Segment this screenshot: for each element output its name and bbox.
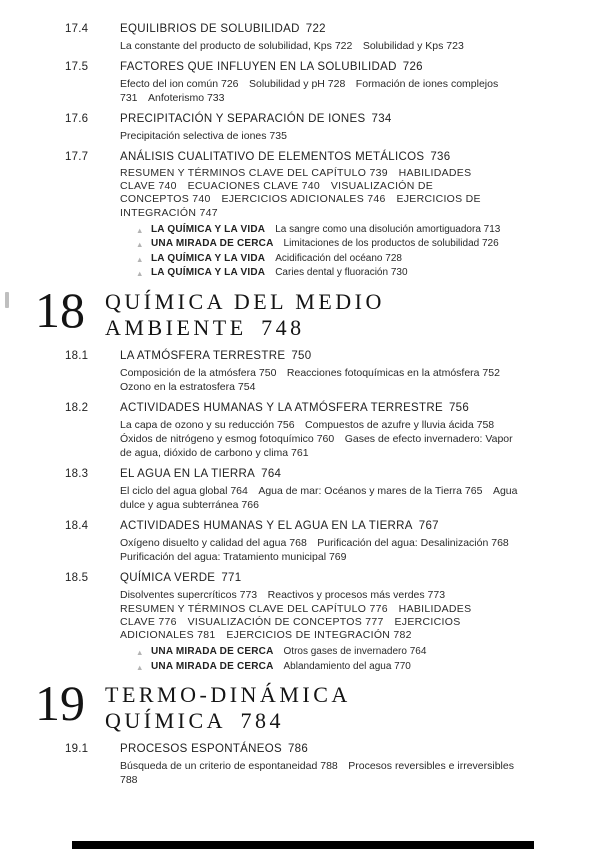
feature-text: Caries dental y fluoración 730 xyxy=(275,267,408,279)
scan-edge-artifact xyxy=(5,292,9,308)
section-number: 19.1 xyxy=(65,743,89,756)
section-body xyxy=(120,742,532,787)
section-body xyxy=(120,60,532,105)
toc-section xyxy=(65,519,540,564)
feature-label: LA QUÍMICA Y LA VIDA xyxy=(151,223,266,235)
toc-section xyxy=(65,112,540,143)
section-detail: Precipitación selectiva de iones 735 xyxy=(120,130,287,142)
chapter-number: 19 xyxy=(35,675,85,732)
chapter-title-line: QUÍMICA DEL MEDIO xyxy=(105,288,385,314)
toc-section xyxy=(65,401,540,460)
section-number: 18.2 xyxy=(65,401,89,414)
feature-label: LA QUÍMICA Y LA VIDA xyxy=(151,267,266,279)
toc-section xyxy=(65,60,540,105)
section-number: 18.4 xyxy=(65,519,89,532)
toc-content xyxy=(35,22,540,794)
section-title: EL AGUA EN LA TIERRA 764 xyxy=(120,467,282,480)
feature-text: Otros gases de invernadero 764 xyxy=(283,646,427,658)
section-title: ACTIVIDADES HUMANAS Y LA ATMÓSFERA TERRESTRE 756 xyxy=(120,401,470,414)
feature-label: UNA MIRADA DE CERCA xyxy=(151,238,274,250)
section-body xyxy=(120,519,532,564)
section-detail: La capa de ozono y su reducción 756 Compuestos de azufre y lluvia ácida 758 Óxidos de nitrógeno y esmog fotoquímico 760 Gases de efecto invernadero: Vapor de agua, dióxido de carbono y clima 761 xyxy=(120,418,513,459)
feature-label: UNA MIRADA DE CERCA xyxy=(151,660,274,672)
section-detail: Composición de la atmósfera 750 Reacciones fotoquímicas en la atmósfera 752 Ozono en la estratosfera 754 xyxy=(120,366,511,393)
feature-item xyxy=(136,646,528,659)
section-title: EQUILIBRIOS DE SOLUBILIDAD 722 xyxy=(120,23,326,35)
toc-section xyxy=(65,742,540,787)
toc-section xyxy=(65,150,540,280)
section-title: ACTIVIDADES HUMANAS Y EL AGUA EN LA TIERRA 767 xyxy=(120,519,439,532)
chapter-number: 18 xyxy=(35,281,85,338)
section-detail: Búsqueda de un criterio de espontaneidad 788 Procesos reversibles e irreversibles 788 xyxy=(120,760,514,787)
chapter-title-line: QUÍMICA 784 xyxy=(105,708,285,734)
toc-section xyxy=(65,22,540,53)
section-title: FACTORES QUE INFLUYEN EN LA SOLUBILIDAD 726 xyxy=(120,61,423,73)
section-number: 17.6 xyxy=(65,113,89,125)
triangle-icon: ▲ xyxy=(136,254,144,264)
feature-list xyxy=(136,646,528,673)
triangle-icon: ▲ xyxy=(136,662,144,672)
toc-chapter-heading xyxy=(35,281,540,341)
section-body xyxy=(120,467,532,512)
section-body xyxy=(120,401,532,460)
toc-section xyxy=(65,349,540,394)
section-detail: El ciclo del agua global 764 Agua de mar: Océanos y mares de la Tierra 765 Agua dulce y agua subterránea 766 xyxy=(120,484,518,511)
feature-text: Limitaciones de los productos de solubilidad 726 xyxy=(283,238,499,250)
section-title: ANÁLISIS CUALITATIVO DE ELEMENTOS METÁLICOS 736 xyxy=(120,151,451,163)
section-number: 17.5 xyxy=(65,61,89,73)
triangle-icon: ▲ xyxy=(136,269,144,279)
feature-text: Ablandamiento del agua 770 xyxy=(283,660,411,672)
feature-item xyxy=(136,253,528,266)
section-body xyxy=(120,22,532,53)
triangle-icon: ▲ xyxy=(136,648,144,658)
feature-item xyxy=(136,661,528,674)
chapter-title-line: TERMO-DINÁMICA xyxy=(105,682,351,708)
section-title: QUÍMICA VERDE 771 xyxy=(120,571,242,584)
toc-chapter-heading xyxy=(35,675,540,734)
feature-label: UNA MIRADA DE CERCA xyxy=(151,646,274,658)
chapter-title-line: AMBIENTE 748 xyxy=(105,314,305,340)
feature-label: LA QUÍMICA Y LA VIDA xyxy=(151,252,266,264)
feature-list xyxy=(136,224,528,280)
chapter-title xyxy=(105,680,351,734)
section-body xyxy=(120,150,532,280)
section-title: PRECIPITACIÓN Y SEPARACIÓN DE IONES 734 xyxy=(120,113,392,125)
section-detail: La constante del producto de solubilidad, Kps 722 Solubilidad y Kps 723 xyxy=(120,40,464,52)
section-number: 18.1 xyxy=(65,349,89,362)
section-endmatter: RESUMEN Y TÉRMINOS CLAVE DEL CAPÍTULO 739 HABILIDADES CLAVE 740 ECUACIONES CLAVE 740 VISUALIZACIÓN DE CONCEPTOS 740 EJERCICIOS ADICIONALES 746 EJERCICIOS DE INTEGRACIÓN 747 xyxy=(120,167,481,219)
feature-item xyxy=(136,238,528,251)
toc-section xyxy=(65,571,540,674)
section-number: 18.5 xyxy=(65,571,89,584)
section-number: 17.4 xyxy=(65,23,89,35)
section-detail: Efecto del ion común 726 Solubilidad y pH 728 Formación de iones complejos 731 Anfoterismo 733 xyxy=(120,78,499,104)
section-title: PROCESOS ESPONTÁNEOS 786 xyxy=(120,743,309,756)
section-detail: Disolventes supercríticos 773 Reactivos y procesos más verdes 773 xyxy=(120,588,446,601)
section-endmatter: RESUMEN Y TÉRMINOS CLAVE DEL CAPÍTULO 776 HABILIDADES CLAVE 776 VISUALIZACIÓN DE CONCEPTOS 777 EJERCICIOS ADICIONALES 781 EJERCICIOS DE INTEGRACIÓN 782 xyxy=(120,602,472,642)
section-body xyxy=(120,112,532,143)
section-detail: Oxígeno disuelto y calidad del agua 768 Purificación del agua: Desalinización 768 Purificación del agua: Tratamiento municipal 769 xyxy=(120,536,520,563)
triangle-icon: ▲ xyxy=(136,225,144,235)
chapter-title xyxy=(105,287,385,341)
feature-text: Acidificación del océano 728 xyxy=(275,252,402,264)
section-title: LA ATMÓSFERA TERRESTRE 750 xyxy=(120,349,312,362)
section-number: 18.3 xyxy=(65,467,89,480)
feature-item xyxy=(136,267,528,280)
triangle-icon: ▲ xyxy=(136,240,144,250)
feature-text: La sangre como una disolución amortiguadora 713 xyxy=(275,223,501,235)
section-body xyxy=(120,349,532,394)
scan-bottom-bar xyxy=(72,841,534,849)
feature-item xyxy=(136,224,528,237)
section-number: 17.7 xyxy=(65,151,89,163)
section-body xyxy=(120,571,532,674)
toc-section xyxy=(65,467,540,512)
